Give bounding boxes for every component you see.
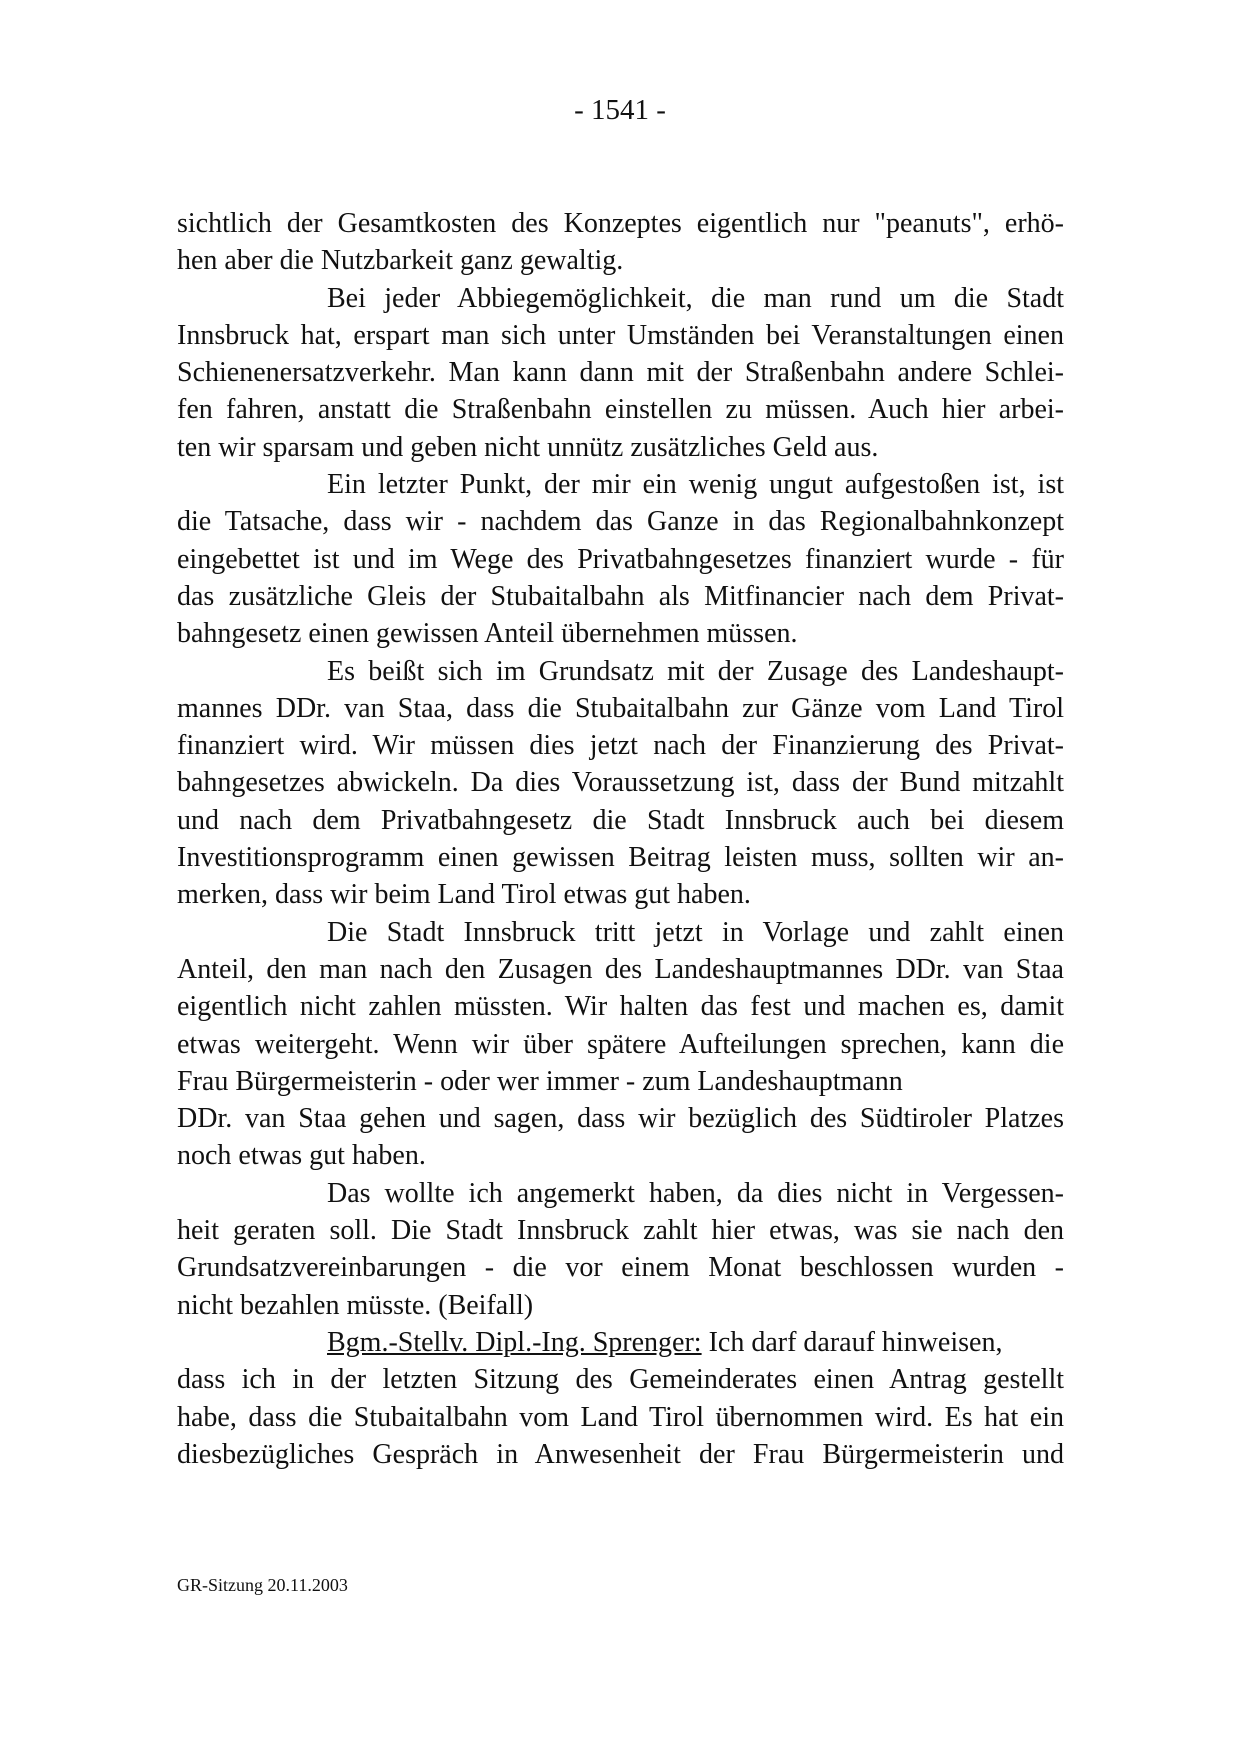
text-line: bahngesetzes abwickeln. Da dies Voraussetzung ist, dass der Bund mitzahlt [177,767,1064,799]
text-line: ten wir sparsam und geben nicht unnütz zusätzliches Geld aus. [177,431,879,463]
footer-session-date: GR-Sitzung 20.11.2003 [177,1575,348,1595]
text-line: und nach dem Privatbahngesetz die Stadt Innsbruck auch bei diesem [177,804,1064,836]
text-line: eigentlich nicht zahlen müssten. Wir halten das fest und machen es, damit [177,991,1064,1023]
text-line: etwas weitergeht. Wenn wir über spätere Aufteilungen sprechen, kann die [177,1028,1064,1060]
text-line: fen fahren, anstatt die Straßenbahn einstellen zu müssen. Auch hier arbei- [177,394,1064,426]
text-line: heit geraten soll. Die Stadt Innsbruck zahlt hier etwas, was sie nach den [177,1215,1064,1247]
text-line: sichtlich der Gesamtkosten des Konzeptes eigentlich nur "peanuts", erhö- [177,208,1064,239]
paragraph-start-line: Es beißt sich im Grundsatz mit der Zusage des Landeshaupt- [327,655,1064,687]
text-line: nicht bezahlen müsste. (Beifall) [177,1289,534,1321]
text-line: hen aber die Nutzbarkeit ganz gewaltig. [177,245,624,277]
text-line: eingebettet ist und im Wege des Privatbahngesetzes finanziert wurde - für [177,543,1064,575]
text-line: merken, dass wir beim Land Tirol etwas gut haben. [177,879,751,911]
text-line: Frau Bürgermeisterin - oder wer immer - zum Landeshauptmann [177,1065,903,1097]
text-line: Investitionsprogramm einen gewissen Beitrag leisten muss, sollten wir an- [177,842,1064,874]
text-line: finanziert wird. Wir müssen dies jetzt nach der Finanzierung des Privat- [177,730,1064,762]
text-line: bahngesetz einen gewissen Anteil übernehmen müssen. [177,618,798,650]
text-line: DDr. van Staa gehen und sagen, dass wir bezüglich des Südtiroler Platzes [177,1103,1064,1135]
speaker-text: Ich darf darauf hinweisen, [701,1326,1003,1358]
text-line: Innsbruck hat, erspart man sich unter Umständen bei Veranstaltungen einen [177,319,1064,351]
text-line: das zusätzliche Gleis der Stubaitalbahn als Mitfinancier nach dem Privat- [177,580,1064,612]
text-line: diesbezügliches Gespräch in Anwesenheit der Frau Bürgermeisterin und [177,1438,1064,1470]
text-line: noch etwas gut haben. [177,1140,426,1172]
speaker-name: Bgm.-Stellv. Dipl.-Ing. Sprenger: [327,1326,702,1358]
text-line: mannes DDr. van Staa, dass die Stubaitalbahn zur Gänze vom Land Tirol [177,692,1064,724]
text-line: Anteil, den man nach den Zusagen des Landeshauptmannes DDr. van Staa [177,953,1064,985]
text-line: habe, dass die Stubaitalbahn vom Land Tirol übernommen wird. Es hat ein [177,1401,1064,1433]
speaker-line [177,1324,1064,1361]
text-line: Schienenersatzverkehr. Man kann dann mit der Straßenbahn andere Schlei- [177,357,1064,389]
paragraph-start-line: Bei jeder Abbiegemöglichkeit, die man rund um die Stadt [327,282,1064,314]
paragraph-start-line: Das wollte ich angemerkt haben, da dies nicht in Vergessen- [327,1177,1064,1209]
text-line: dass ich in der letzten Sitzung des Gemeinderates einen Antrag gestellt [177,1364,1064,1396]
body-text [177,205,1064,1473]
text-line: Grundsatzvereinbarungen - die vor einem Monat beschlossen wurden - [177,1252,1064,1284]
text-line: die Tatsache, dass wir - nachdem das Ganze in das Regionalbahnkonzept [177,506,1064,538]
paragraph-start-line: Die Stadt Innsbruck tritt jetzt in Vorlage und zahlt einen [327,916,1064,948]
page-number: - 1541 - [574,94,666,126]
paragraph-start-line: Ein letzter Punkt, der mir ein wenig ungut aufgestoßen ist, ist [327,469,1064,501]
